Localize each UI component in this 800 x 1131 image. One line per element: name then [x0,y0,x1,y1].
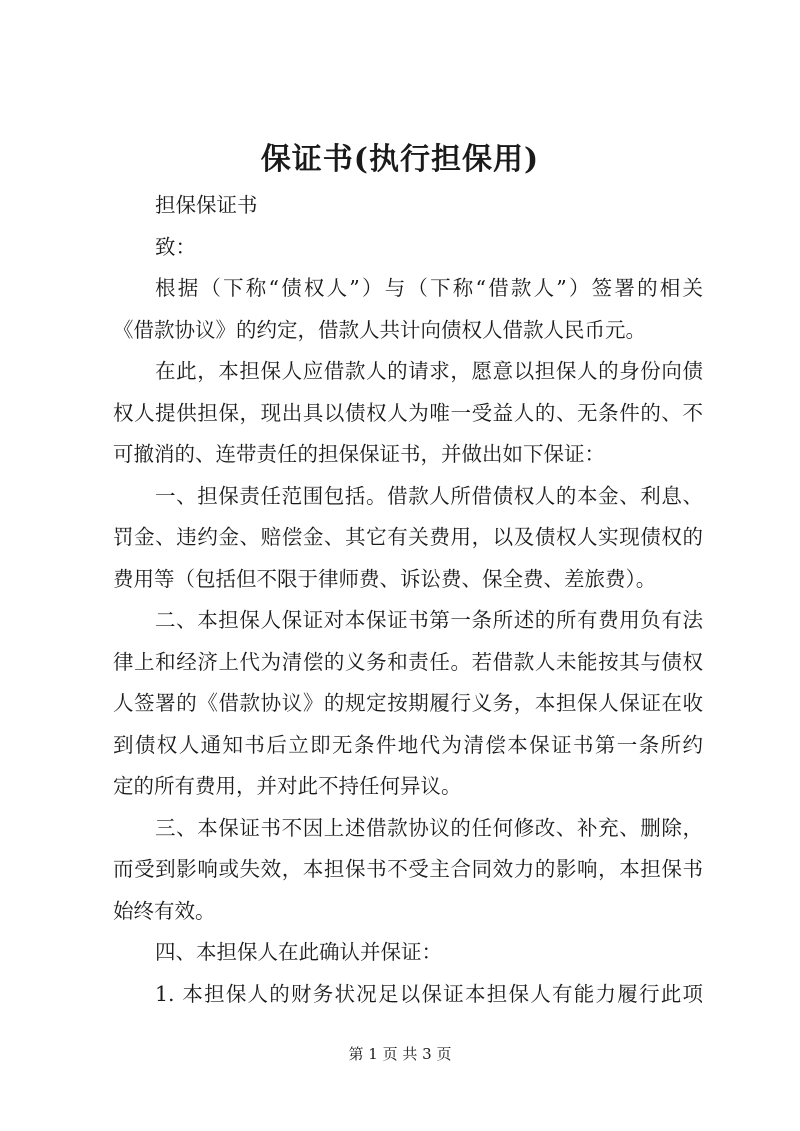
paragraph-line: 根据（下称“债权人”）与（下称“借款人”）签署的相关 [155,276,703,300]
paragraph-line: 四、本担保人在此确认并保证： [155,940,442,964]
paragraph-line: 致： [155,234,196,259]
document-body [113,185,703,1015]
paragraph-line: 可撤消的、连带责任的担保保证书，并做出如下保证： [113,442,605,466]
page-number-footer: 第 1 页 共 3 页 [348,1045,452,1063]
paragraph-line: 三、本保证书不因上述借款协议的任何修改、补充、删除， [155,815,703,840]
paragraph-line: 二、本担保人保证对本保证书第一条所述的所有费用负有法 [155,608,703,632]
paragraph-line: 罚金、违约金、赔偿金、其它有关费用，以及债权人实现债权的 [113,525,703,549]
paragraph-line: 权人提供担保，现出具以债权人为唯一受益人的、无条件的、不 [113,400,703,425]
paragraph-line: 费用等（包括但不限于律师费、诉讼费、保全费、差旅费）。 [113,566,657,591]
paragraph-line: 律上和经济上代为清偿的义务和责任。若借款人未能按其与债权 [113,649,703,674]
paragraph-line: 一、担保责任范围包括。借款人所借债权人的本金、利息、 [155,483,703,508]
paragraph-line: 人签署的《借款协议》的规定按期履行义务，本担保人保证在收 [113,691,703,715]
paragraph-line: 1. 本担保人的财务状况足以保证本担保人有能力履行此项 [155,981,703,1006]
paragraph-line: 始终有效。 [113,898,216,923]
paragraph-line: 而受到影响或失效，本担保书不受主合同效力的影响，本担保书 [113,857,703,881]
document-title: 保证书(执行担保用) [260,142,540,177]
paragraph-line: 定的所有费用，并对此不持任何异议。 [113,774,462,798]
paragraph-line: 担保保证书 [155,193,258,217]
paragraph-line: 在此，本担保人应借款人的请求，愿意以担保人的身份向债 [155,359,703,383]
paragraph-line: 《借款协议》的约定，借款人共计向债权人借款人民币元。 [113,317,646,342]
paragraph-line: 到债权人通知书后立即无条件地代为清偿本保证书第一条所约 [113,732,703,757]
